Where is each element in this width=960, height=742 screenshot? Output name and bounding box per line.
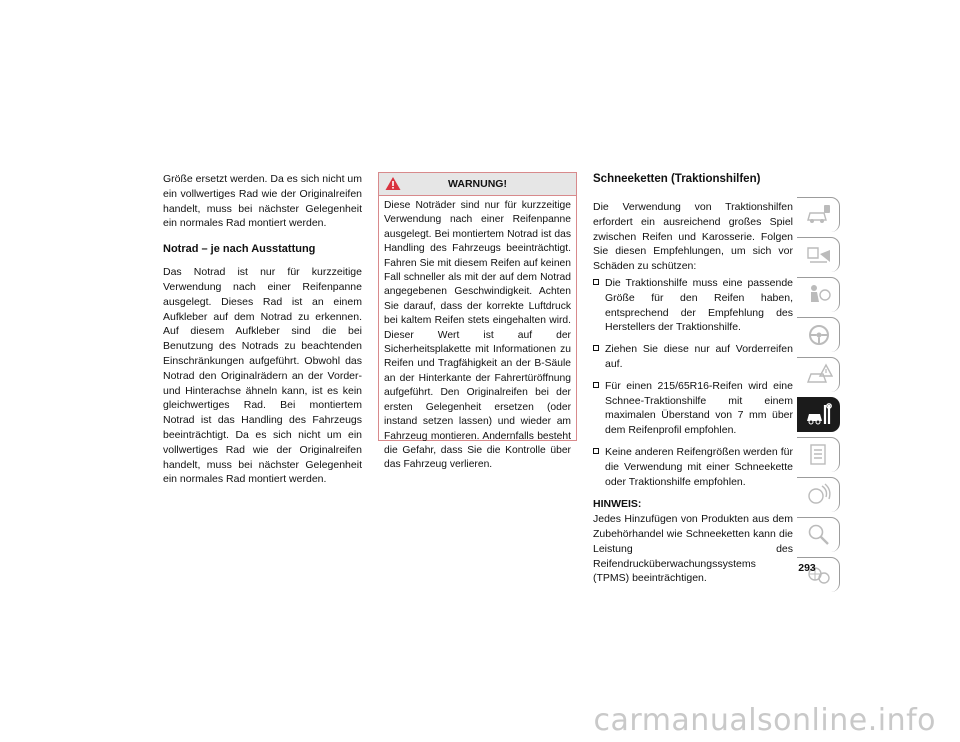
snow-chains-intro: Die Verwendung von Traktionshilfen erfordert ein ausreichend großes Spiel zwischen Reifen und Karosserie. Folgen Sie diesen Empfehlungen, um sich vor Schäden zu schützen: bbox=[593, 201, 793, 273]
spare-wheel-paragraph: Das Notrad ist nur für kurzzeitige Verwendung nach einer Reifenpanne ausgelegt. Dieses Rad ist an einem Aufkleber auf dem Notrad zu erkennen. Auf diesem Aufkleber sind die bei Benutzung des Notrads zu beachtenden Einschränkungen aufgeführt. Obwohl das Notrad den Originalrädern an der Vorder- und Hinterachse ähneln kann, ist es kein gleichwertiges Rad. Bei montiertem Notrad ist das Handling des Fahrzeugs beeinträchtigt. Da es sich nicht um ein vollwertiges Rad wie der Originalreifen handelt, muss bei nächster Gelegenheit ein normales Rad montiert werden. bbox=[163, 266, 362, 486]
dashboard-lights-icon bbox=[805, 242, 833, 268]
page-number: 293 bbox=[798, 562, 816, 574]
warning-box bbox=[378, 172, 577, 471]
car-info-icon bbox=[805, 202, 833, 228]
box-bullet-icon bbox=[593, 382, 599, 388]
tab-specifications[interactable] bbox=[797, 437, 840, 472]
note-label: HINWEIS: bbox=[593, 498, 642, 511]
airbag-safety-icon bbox=[805, 282, 833, 308]
warning-body: Diese Noträder sind nur für kurzzeitige Verwendung nach einer Reifenpanne ausgelegt. Bei montiertem Notrad ist das Handling des Fahrzeugs beeinträchtigt. Fahren Sie mit diesem Reifen auf keinen Fall schneller als mit der auf dem Notrad angegebenen Geschwindigkeit. Achten Sie darauf, dass der korrekte Luftdruck bei kaltem Reifen stets eingehalten wird. Dieser Wert ist auf der Sicherheitsplakette mit Informationen zu Reifen und Tragfähigkeit an der B-Säule an der Hinterkante der Fahrertüröffnung aufgeführt. Den Originalreifen bei der ersten Gelegenheit ersetzen (oder instand setzen lassen) und wieder am Fahrzeug montieren. Andernfalls besteht die Gefahr, dass Sie die Kontrolle über das Fahrzeug verlieren. bbox=[384, 200, 571, 471]
multimedia-icon bbox=[805, 482, 833, 508]
list-item: Keine anderen Reifengrößen werden für die Verwendung mit einer Schneekette oder Traktionshilfe empfohlen. bbox=[593, 445, 793, 489]
warning-triangle-icon bbox=[385, 176, 401, 191]
tab-multimedia[interactable] bbox=[797, 477, 840, 512]
list-item: Ziehen Sie diese nur auf Vorderreifen auf. bbox=[593, 342, 793, 372]
tab-service-maintenance[interactable] bbox=[797, 397, 840, 432]
car-service-tools-icon bbox=[805, 402, 833, 428]
tab-roadside-emergency[interactable] bbox=[797, 357, 840, 392]
tab-dashboard-lights[interactable] bbox=[797, 237, 840, 272]
note-body: Jedes Hinzufügen von Produkten aus dem Zubehörhandel wie Schneeketten kann die Leistung des Reifendrucküberwachungssystems (TPMS) beeinträchtigen. bbox=[593, 513, 793, 585]
tab-airbag-safety[interactable] bbox=[797, 277, 840, 312]
snow-chains-list bbox=[593, 276, 793, 489]
box-bullet-icon bbox=[593, 448, 599, 454]
spare-wheel-heading: Notrad – je nach Ausstattung bbox=[163, 243, 316, 256]
chapter-tabs bbox=[797, 197, 840, 597]
magnifier-index-icon bbox=[805, 522, 833, 548]
warning-header bbox=[379, 173, 576, 196]
tab-car-info[interactable] bbox=[797, 197, 840, 232]
specifications-list-icon bbox=[805, 442, 833, 468]
list-item: Für einen 215/65R16-Reifen wird eine Schnee-Traktionshilfe mit einem maximalen Überstand von 7 mm über dem Reifenprofil empfohlen. bbox=[593, 379, 793, 438]
warning-title: WARNUNG! bbox=[448, 178, 507, 190]
tab-steering-wheel[interactable] bbox=[797, 317, 840, 352]
box-bullet-icon bbox=[593, 279, 599, 285]
tab-index[interactable] bbox=[797, 517, 840, 552]
watermark-text: carmanualsonline.info bbox=[593, 703, 936, 738]
list-item: Die Traktionshilfe muss eine passende Größe für den Reifen haben, entsprechend der Empfehlung des Herstellers der Traktionshilfe. bbox=[593, 276, 793, 335]
snow-chains-heading: Schneeketten (Traktionshilfen) bbox=[593, 173, 761, 185]
left-intro-paragraph: Größe ersetzt werden. Da es sich nicht um ein vollwertiges Rad wie der Originalreifen handelt, muss bei nächster Gelegenheit ein normales Rad montiert werden. bbox=[163, 173, 362, 230]
left-column bbox=[163, 172, 362, 487]
box-bullet-icon bbox=[593, 345, 599, 351]
roadside-emergency-icon bbox=[805, 362, 833, 388]
right-column bbox=[593, 172, 793, 586]
steering-wheel-icon bbox=[805, 322, 833, 348]
